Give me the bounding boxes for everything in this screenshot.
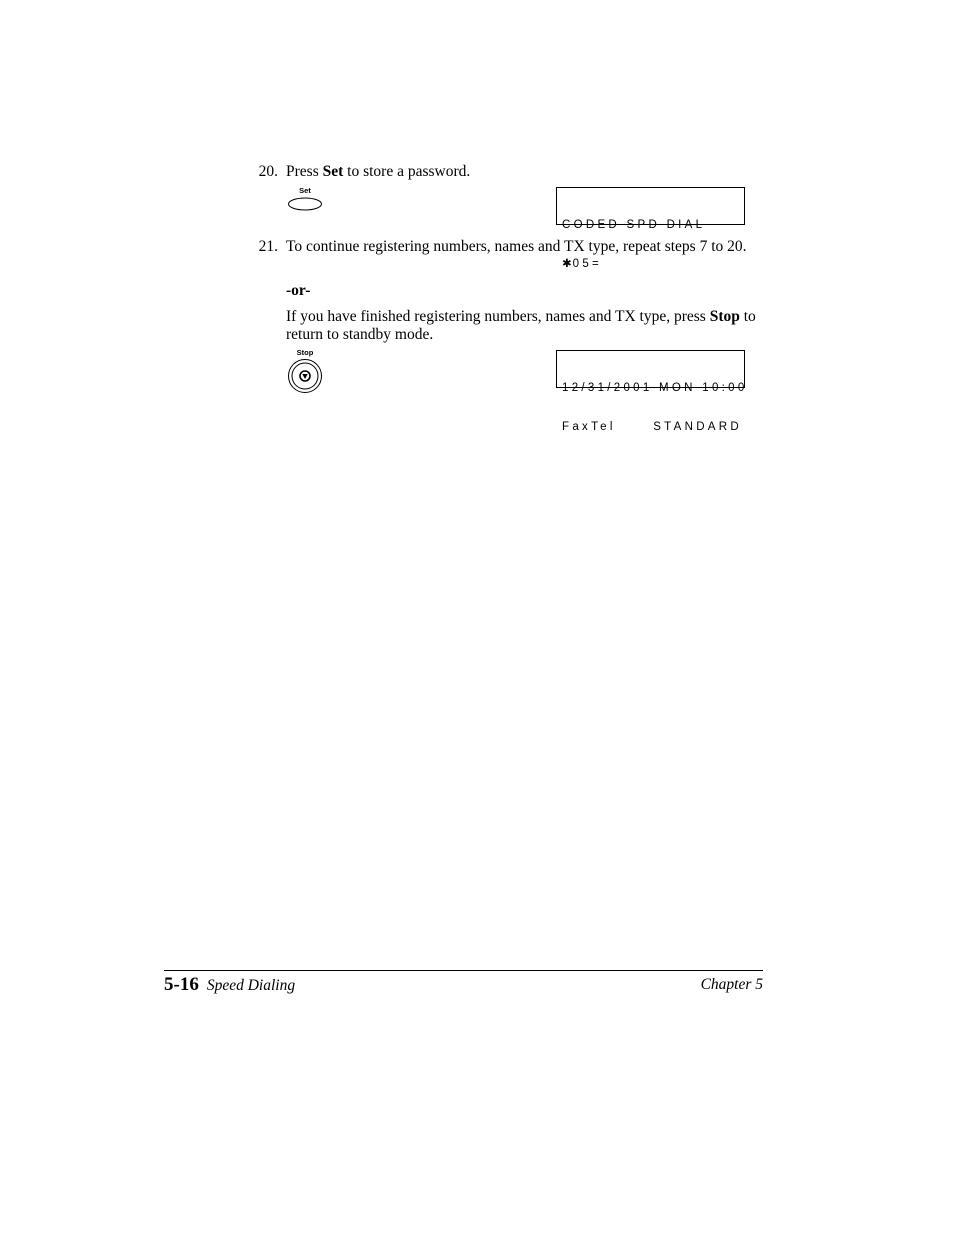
- step-21-alt-pre: If you have finished registering numbers, names and TX type, press: [286, 308, 710, 325]
- lcd-line-2: [562, 258, 744, 271]
- set-key-label: Set: [299, 186, 311, 195]
- lcd-display-step-21: [556, 350, 748, 433]
- footer-left: [164, 974, 295, 996]
- step-20-bold-key: Set: [322, 163, 344, 180]
- lcd-line-1: 12/31/2001 MON 10:00: [562, 382, 748, 394]
- footer-section: Speed Dialing: [206, 977, 296, 994]
- lcd-display-step-20: [556, 187, 745, 270]
- stop-key-label: Stop: [296, 348, 314, 357]
- step-20-text-post: to store a password.: [343, 163, 471, 180]
- lcd-line-2: [562, 421, 744, 434]
- footer-rule: [164, 970, 763, 971]
- lcd-line-2-left: FaxTel: [562, 421, 616, 433]
- or-label-text: -or-: [286, 282, 311, 299]
- step-21-alt-text: [286, 308, 756, 344]
- oval-key-icon: [287, 196, 323, 212]
- step-20-text: [286, 163, 470, 181]
- step-21-alt-bold-key: Stop: [709, 308, 740, 325]
- step-20-text-pre: Press: [286, 163, 323, 180]
- or-label: [286, 282, 310, 300]
- step-21-text: To continue registering numbers, names and TX type, repeat steps 7 to 20.: [286, 238, 747, 255]
- stop-key-icon: [287, 358, 323, 394]
- lcd-line-2-text: 05=: [572, 258, 603, 270]
- lcd-line-2-right: STANDARD: [653, 421, 742, 433]
- step-20-number: 20.: [258, 163, 278, 180]
- star-symbol: ✱: [562, 258, 573, 270]
- page-number: 5-16: [164, 974, 199, 995]
- step-21-alt-post: to return to standby mode.: [286, 308, 756, 343]
- lcd-line-1: CODED SPD DIAL: [562, 219, 706, 231]
- footer-chapter: Chapter 5: [700, 976, 763, 993]
- step-21-number: 21.: [258, 238, 278, 255]
